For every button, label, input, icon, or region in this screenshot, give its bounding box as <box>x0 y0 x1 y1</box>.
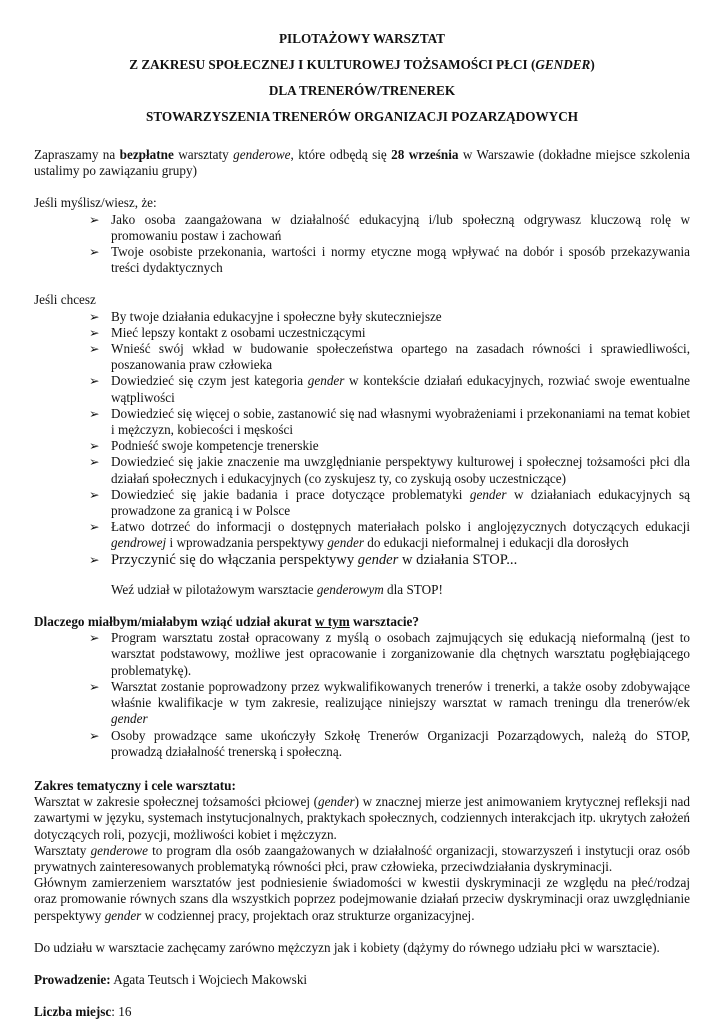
header-line-2: Z ZAKRESU SPOŁECZNEJ I KULTUROWEJ TOŻSAMOŚCI PŁCI (GENDER) <box>129 57 595 72</box>
section4-paragraph-1: Warsztat w zakresie społecznej tożsamości płciowej (gender) w znacznej mierze jest animowaniem krytycznej refleksji nad zawartymi w języku, systemach instytucjonalnych, praktykach społecznych, codziennych interakcjach itp. ukrytych założeń dotyczących roli, pozycji, możliwości kobiet i mężczyzn. <box>34 794 690 842</box>
list-item: ➢ Dowiedzieć się jakie badania i prace dotyczące problematyki gender w działaniach edukacyjnych są prowadzone za granicą i w Polsce <box>34 487 690 519</box>
list-item: ➢ Dowiedzieć się czym jest kategoria gender w kontekście działań edukacyjnych, rozwiać swoje ewentualne wątpliwości <box>34 373 690 405</box>
seats-count: Liczba miejsc: 16 <box>34 1004 132 1020</box>
section4-title: Zakres tematyczny i cele warsztatu: <box>34 777 236 793</box>
lead-trainers: Prowadzenie: Agata Teutsch i Wojciech Makowski <box>34 971 308 987</box>
section2-list <box>34 309 690 568</box>
list-item: ➢ Łatwo dotrzeć do informacji o dostępnych materiałach polsko i anglojęzycznych dotyczących edukacji gendrowej i wprowadzania perspektywy gender do edukacji nieformalnej i edukacji dla dorosłych <box>34 519 690 551</box>
intro-paragraph: Zapraszamy na bezpłatne warsztaty genderowe, które odbędą się 28 września w Warszawie (dokładne miejsce szkolenia ustalimy po zawiązaniu grupy) <box>34 147 690 179</box>
list-item: ➢ Dowiedzieć się jakie znaczenie ma uwzględnianie perspektywy kulturowej i społecznej tożsamości płci dla działań społecznych i edukacyjnych (co zyskujesz ty, co zyskują osoby uczestniczące) <box>34 454 690 486</box>
section3-list <box>34 630 690 760</box>
list-item: ➢ Twoje osobiste przekonania, wartości i normy etyczne mogą wpływać na dobór i sposób przekazywania treści dydaktycznych <box>34 244 690 276</box>
list-item: ➢ Osoby prowadzące same ukończyły Szkołę Trenerów Organizacji Pozarządowych, należą do STOP, prowadzą działalność trenerską i społeczną. <box>34 728 690 760</box>
section2-lead: Jeśli chcesz <box>34 292 96 308</box>
section4-paragraph-2: Warsztaty genderowe to program dla osób zaangażowanych w działalność organizacji, stowarzyszeń i instytucji oraz osób prywatnych zainteresowanych problematyką równości płci, praw człowieka, przeciwdziałania dyskryminacji. <box>34 842 690 874</box>
header-line-4: STOWARZYSZENIA TRENERÓW ORGANIZACJI POZARZĄDOWYCH <box>146 109 578 124</box>
list-item: ➢ By twoje działania edukacyjne i społeczne były skuteczniejsze <box>34 309 690 325</box>
section4-paragraph-3: Głównym zamierzeniem warsztatów jest podniesienie świadomości w kwestii dyskryminacji ze względu na płeć/rodzaj oraz promowanie równych szans dla wszystkich poprzez podejmowanie działań przeciw dyskryminacji oraz uwzględnianie perspektywy gender w codziennej pracy, projektach oraz strukturze organizacyjnej. <box>34 875 690 923</box>
list-item: ➢ Warsztat zostanie poprowadzony przez wykwalifikowanych trenerów i trenerki, a także osoby zdobywające właśnie kwalifikacje w tym zakresie, realizujące niniejszy warsztat w ramach treningu dla trenerów/ek gender <box>34 679 690 728</box>
document-page <box>34 31 690 1020</box>
list-item: ➢ Program warsztatu został opracowany z myślą o osobach zajmujących się edukacją nieformalną (jest to warsztat podstawowy, możliwe jest opracowanie i zorganizowanie dla chętnych warsztatu pogłębiającego problematykę). <box>34 630 690 679</box>
list-item: ➢ Wnieść swój wkład w budowanie społeczeństwa opartego na zasadach równości i sprawiedliwości, poszanowania praw człowieka <box>34 341 690 373</box>
header-line-1: PILOTAŻOWY WARSZTAT <box>279 31 445 46</box>
list-item: ➢ Mieć lepszy kontakt z osobami uczestniczącymi <box>34 325 690 341</box>
list-item: ➢ Jako osoba zaangażowana w działalność edukacyjną i/lub społeczną odgrywasz kluczową rolę w promowaniu postaw i zachowań <box>34 212 690 244</box>
list-item: ➢ Podnieść swoje kompetencje trenerskie <box>34 438 690 454</box>
list-item: ➢ Dowiedzieć się więcej o sobie, zastanowić się nad własnymi wyobrażeniami i przekonaniami na temat kobiet i mężczyzn, kobiecości i męskości <box>34 406 690 438</box>
section4-paragraph-4: Do udziału w warsztacie zachęcamy zarówno mężczyzn jak i kobiety (dążymy do równego udziału płci w warsztacie). <box>34 939 660 955</box>
section1-list <box>34 212 690 277</box>
list-item: ➢ Przyczynić się do włączania perspektywy gender w działania STOP... <box>34 552 690 568</box>
header-line-3: DLA TRENERÓW/TRENEREK <box>268 83 456 98</box>
document-header <box>34 31 690 125</box>
section3-title: Dlaczego miałbym/miałabym wziąć udział akurat w tym warsztacie? <box>34 614 419 630</box>
section1-lead: Jeśli myślisz/wiesz, że: <box>34 195 157 211</box>
call-to-action: Weź udział w pilotażowym warsztacie genderowym dla STOP! <box>111 581 443 597</box>
